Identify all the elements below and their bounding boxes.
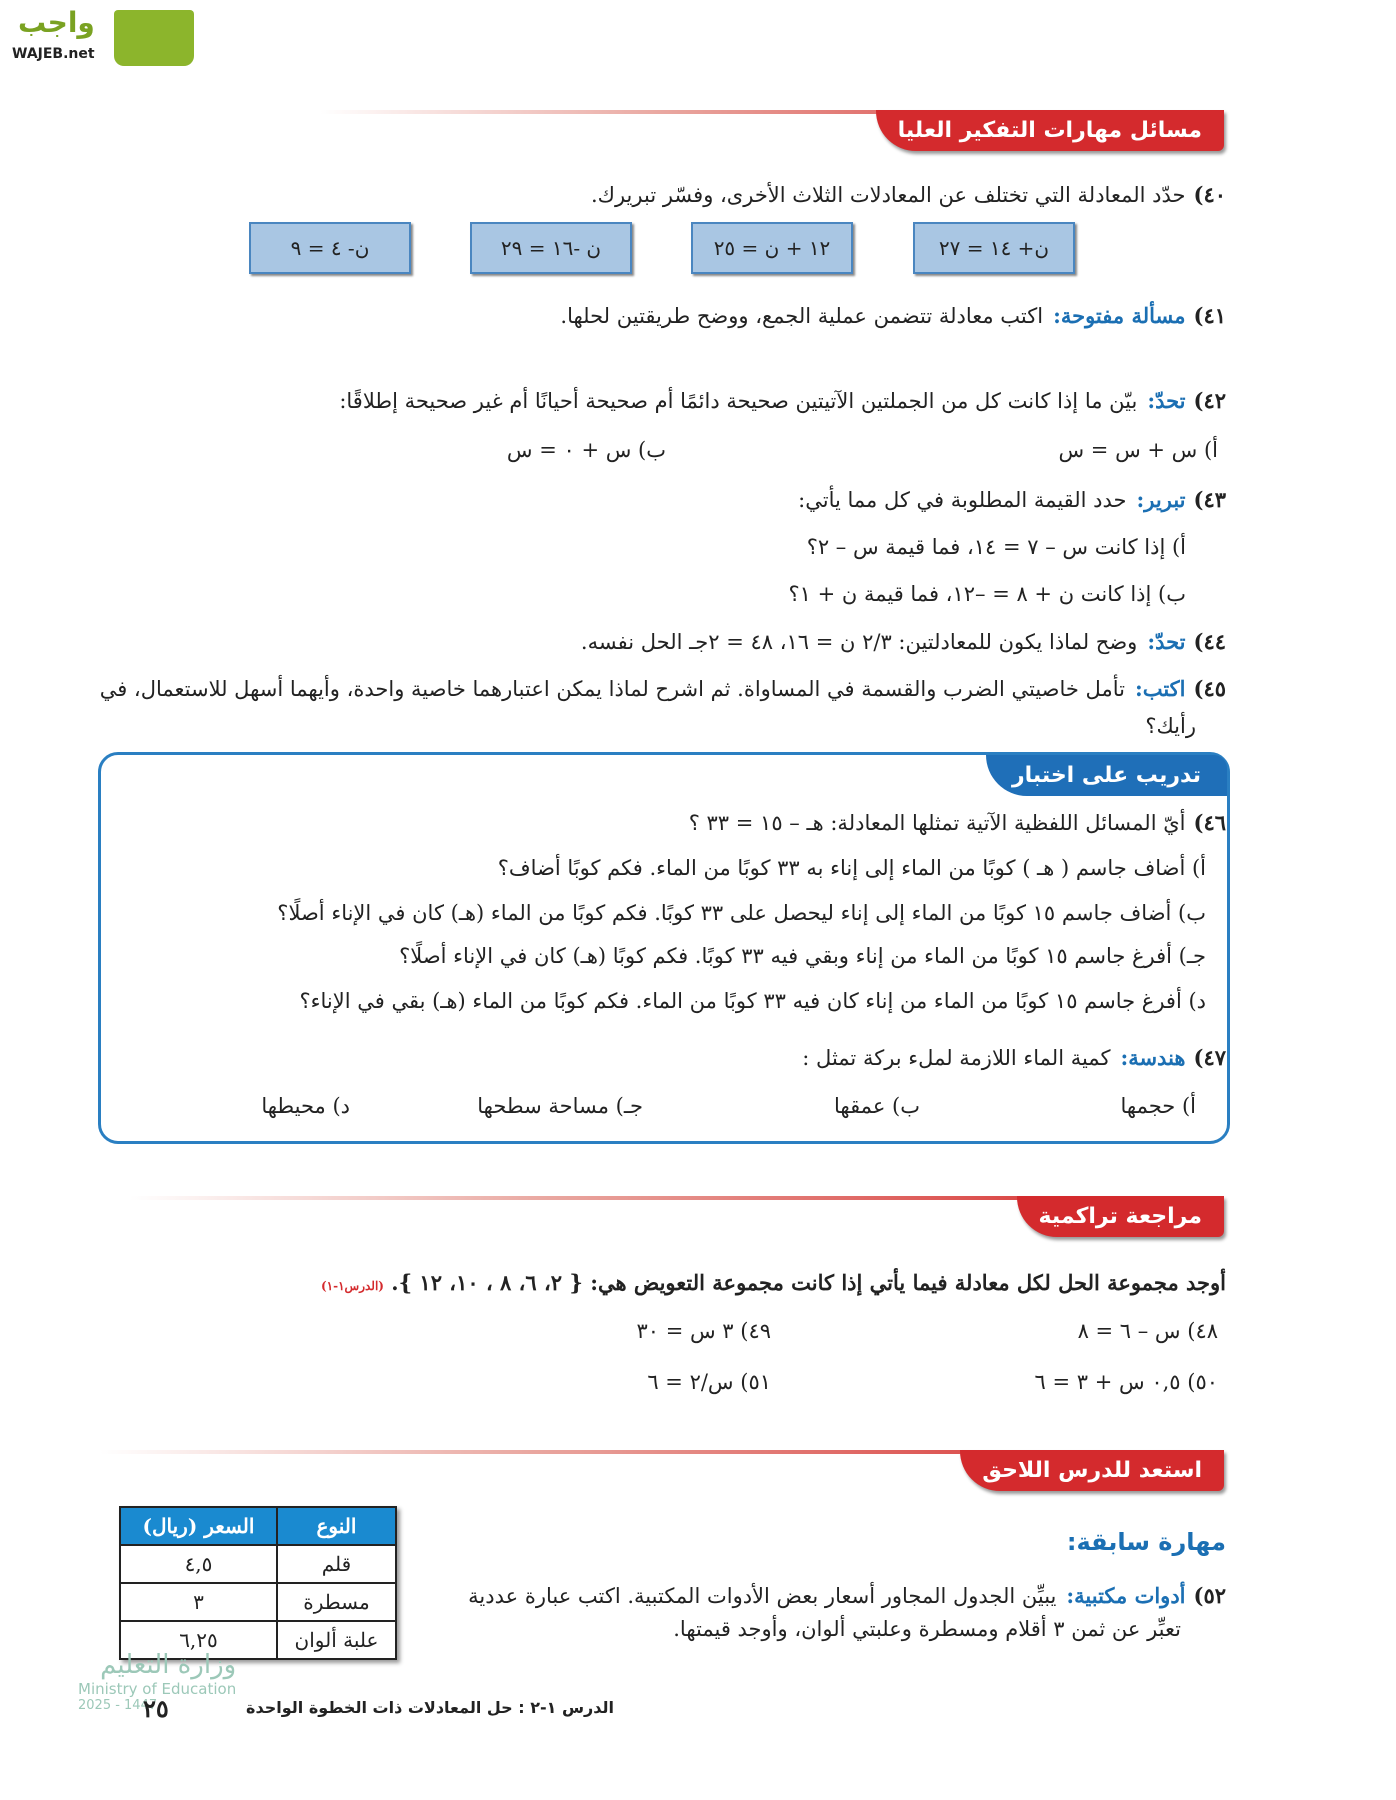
price-table: النوع السعر (ريال) قلم ٤,٥ مسطرة ٣ علبة ألوان ٦,٢٥ [119,1506,397,1660]
q43-b: ب) إذا كانت ن + ٨ = –١٢، فما قيمة ن + ١؟ [788,582,1186,606]
review-header: مراجعة تراكمية [1017,1196,1224,1237]
prior-skill-heading: مهارة سابقة: [1066,1528,1226,1556]
logo-book-icon [114,10,194,66]
q46-b: ب) أضاف جاسم ١٥ كوبًا من الماء إلى إناء ليحصل على ٣٣ كوبًا. فكم كوبًا من الماء (هـ) كان في الإناء أصلًا؟ [277,901,1206,925]
q47-a: أ) حجمها [1120,1094,1196,1118]
q46-a: أ) أضاف جاسم ( هـ ) كوبًا من الماء إلى إناء به ٣٣ كوبًا من الماء. فكم كوبًا أضاف؟ [497,856,1206,880]
q47-c: جـ) مساحة سطحها [477,1094,643,1118]
q47-b: ب) عمقها [833,1094,920,1118]
eq-box: ن- ٤ = ٩ [249,222,411,274]
hots-header: مسائل مهارات التفكير العليا [876,110,1224,151]
eq-box: ن -١٦ = ٢٩ [470,222,632,274]
prep-header: استعد للدرس اللاحق [960,1450,1224,1491]
q51: ٥١) س/٢ = ٦ [647,1370,771,1394]
page-number: ٢٥ [143,1694,169,1723]
q45: ٤٥)اكتب:تأمل خاصيتي الضرب والقسمة في المساواة. ثم اشرح لماذا يمكن اعتبارهما خاصية واحدة، وأيهما أسهل للاستعمال، في [99,676,1226,701]
eq-box: ن+ ١٤ = ٢٧ [913,222,1075,274]
q46-d: د) أفرغ جاسم ١٥ كوبًا من الماء من إناء كان فيه ٣٣ كوبًا من الماء. فكم كوبًا من الماء (هـ) بقي في الإناء؟ [299,989,1206,1013]
q43: ٤٣)تبرير:حدد القيمة المطلوبة في كل مما يأتي: [798,487,1226,512]
q47: ٤٧)هندسة:كمية الماء اللازمة لملء بركة تمثل : [802,1045,1226,1070]
q40: ٤٠)حدّد المعادلة التي تختلف عن المعادلات الثلاث الأخرى، وفسّر تبريرك. [590,182,1226,207]
footer-lesson: الدرس ١-٢ : حل المعادلات ذات الخطوة الواحدة [246,1698,614,1717]
ministry-watermark: وزارة التعليم Ministry of Education 2025 - 1447 [78,1650,237,1713]
q42-b: ب) س + ٠ = س [506,438,666,462]
q42: ٤٢)تحدّ:بيّن ما إذا كانت كل من الجملتين الآتيتين صحيحة دائمًا أم صحيحة أحيانًا أم غير صحيحة إطلاقًا: [339,388,1226,413]
q50: ٥٠) ٠,٥ س + ٣ = ٦ [1034,1370,1218,1394]
q46: ٤٦)أيّ المسائل اللفظية الآتية تمثلها المعادلة: هـ – ١٥ = ٣٣ ؟ [688,810,1226,835]
q48: ٤٨) س – ٦ = ٨ [1077,1319,1218,1343]
logo: واجب WAJEB.net [8,6,188,66]
q44: ٤٤)تحدّ:وضح لماذا يكون للمعادلتين: ٢/٣ ن = ١٦، ٤٨ = ٢جـ الحل نفسه. [580,629,1226,654]
q45-cont: رأيك؟ [1145,714,1196,738]
test-header: تدريب على اختبار [986,755,1227,796]
q52-cont: تعبِّر عن ثمن ٣ أقلام ومسطرة وعلبتي ألوان، وأوجد قيمتها. [673,1617,1181,1641]
eq-box: ١٢ + ن = ٢٥ [691,222,853,274]
q47-d: د) محيطها [261,1094,350,1118]
q41: ٤١)مسألة مفتوحة:اكتب معادلة تتضمن عملية الجمع، ووضح طريقتين لحلها. [560,303,1226,328]
review-instruction: أوجد مجموعة الحل لكل معادلة فيما يأتي إذا كانت مجموعة التعويض هي: { ٢، ٦، ٨ ، ١٠، ١٢ }. (الدرس١-١) [320,1270,1226,1295]
q52: ٥٢)أدوات مكتبية:يبيِّن الجدول المجاور أسعار بعض الأدوات المكتبية. اكتب عبارة عددية [468,1583,1226,1608]
q46-c: جـ) أفرغ جاسم ١٥ كوبًا من الماء من إناء وبقي فيه ٣٣ كوبًا. فكم كوبًا (هـ) كان في الإناء أصلًا؟ [399,944,1206,968]
q49: ٤٩) ٣ س = ٣٠ [636,1319,771,1343]
q42-a: أ) س + س = س [1058,438,1218,462]
q43-a: أ) إذا كانت س – ٧ = ١٤، فما قيمة س – ٢؟ [806,535,1186,559]
